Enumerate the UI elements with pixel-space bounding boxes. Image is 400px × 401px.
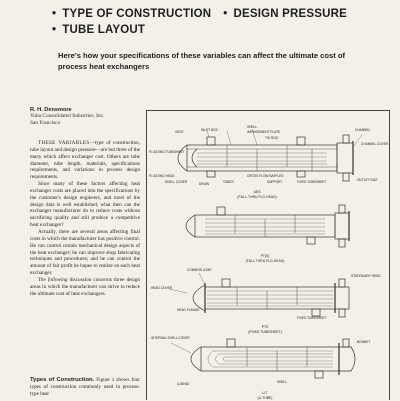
article-subtitle: Here's how your specifications of these variables can affect the ultimate cost of process heat exchangers bbox=[58, 51, 346, 71]
exchanger-drawings bbox=[147, 111, 391, 401]
label-impingement-plate: IMPINGEMENT PLATE bbox=[247, 130, 281, 134]
label-inlet-noz: INLET NOZ. bbox=[201, 128, 219, 132]
subcaption-pts-fixed: (FIXED TUBESHEET) bbox=[248, 330, 282, 334]
body-text bbox=[30, 140, 140, 297]
label-stationary-head: STATIONARY HEAD bbox=[351, 274, 381, 278]
paragraph-text: discussion concerns three design areas in which the manufacturer can strive to reduce the ultimate cost of heat exchangers. bbox=[30, 276, 140, 297]
paragraph bbox=[30, 140, 140, 181]
label-vent: VENT bbox=[175, 130, 184, 134]
label-drain: DRAIN bbox=[199, 182, 209, 186]
paragraph bbox=[30, 277, 140, 298]
label-shell-cover: SHELL COVER bbox=[165, 180, 188, 184]
heading-item-pressure: DESIGN PRESSURE bbox=[233, 8, 348, 20]
label-internal-shell-cover: INTERNAL SHELL COVER bbox=[151, 336, 190, 340]
bullet: • bbox=[52, 24, 57, 36]
heading-item-tube-layout: TUBE LAYOUT bbox=[62, 24, 146, 36]
paragraph-text: —type of construction, tube layout and design pressure—are but three of the many which affect exchanger cost. Others are tube diameter, tube length, materials, specifications requirements, and variations in process design requirements. bbox=[30, 140, 140, 181]
label-shell-2: SHELL bbox=[277, 380, 288, 384]
author-block bbox=[30, 107, 140, 127]
subcaption-u-tube: (U-TUBE) bbox=[257, 396, 273, 400]
label-u-bend: U-BEND bbox=[177, 382, 190, 386]
bullet: • bbox=[223, 8, 228, 20]
heading-item-construction: TYPE OF CONSTRUCTION bbox=[62, 8, 212, 20]
exchanger-u-tube-drawing bbox=[171, 339, 355, 378]
paragraph: Since many of these factors affecting heat exchanger costs are placed into the specifications by the customer's design engineers, and most of the design data is well established, what then can the exchanger manufacturer do to reduce costs without sacrificing quality and still produce a competitive heat exchanger? bbox=[30, 181, 140, 229]
article-heading bbox=[52, 6, 347, 38]
author-location: San Francisco bbox=[30, 120, 61, 126]
section-title: Types of Construction. bbox=[30, 377, 95, 383]
subcaption-pts-pull: (FULL THRU FLG-HEAD) bbox=[245, 259, 285, 263]
section-types-of-construction bbox=[30, 377, 140, 398]
caption-aes: AES bbox=[253, 190, 261, 194]
bullet: • bbox=[52, 8, 57, 20]
italic-lead: The following bbox=[38, 276, 68, 283]
author-name: R. H. Densmore bbox=[30, 107, 72, 113]
section-text: Figure 1 shows four types of construction commonly used in process-type heat bbox=[30, 377, 141, 397]
lead-in: THESE VARIABLES bbox=[38, 140, 90, 146]
label-tie-rod: TIE ROD bbox=[265, 136, 278, 140]
label-head-flange: HEAD FLANGE bbox=[177, 308, 200, 312]
figure-1-exchanger-types bbox=[146, 110, 390, 400]
caption-pts-fixed: PTS bbox=[261, 325, 269, 329]
caption-pts-pull: PT(S) bbox=[260, 254, 270, 258]
paragraph: Actually, there are several areas affecting final costs in which the manufacturer has positive control. He can control certain mechanical design aspects of the heat exchanger; he can improve shop fabricating techniques and procedures; and he can control the amount of fair profit he hopes to realize on each heat exchanger. bbox=[30, 228, 140, 277]
label-bonnet: BONNET bbox=[357, 340, 371, 344]
author-affiliation: Yuba Consolidated Industries, Inc. bbox=[30, 113, 105, 119]
label-head-cover: HEAD COVER bbox=[151, 286, 173, 290]
caption-u-tube: U-T bbox=[262, 391, 268, 395]
label-fixed-tubesheet: FIXED TUBESHEET bbox=[297, 180, 327, 184]
exchanger-pts-pull-drawing bbox=[186, 205, 349, 247]
subcaption-aes: (PULL-THRU FLG-HEAD) bbox=[237, 195, 277, 199]
label-fixed-tubesheet-2: FIXED TUBESHEET bbox=[297, 316, 327, 320]
label-shell: SHELL bbox=[247, 125, 258, 129]
label-tubes: TUBES bbox=[223, 180, 234, 184]
label-channel-cover: CHANNEL COVER bbox=[361, 142, 389, 146]
label-cross-flow-baffles: CROSS FLOW BAFFLES bbox=[247, 174, 284, 178]
label-floating-tubesheet: FLOATING TUBESHEET bbox=[149, 150, 185, 154]
label-channel: CHANNEL bbox=[355, 128, 371, 132]
label-outlet-noz: OUTLET NOZ. bbox=[357, 178, 379, 182]
label-floating-head: FLOATING HEAD bbox=[149, 174, 175, 178]
label-support: SUPPORT bbox=[267, 180, 283, 184]
label-common-joint: COMMON JOINT bbox=[187, 268, 212, 272]
